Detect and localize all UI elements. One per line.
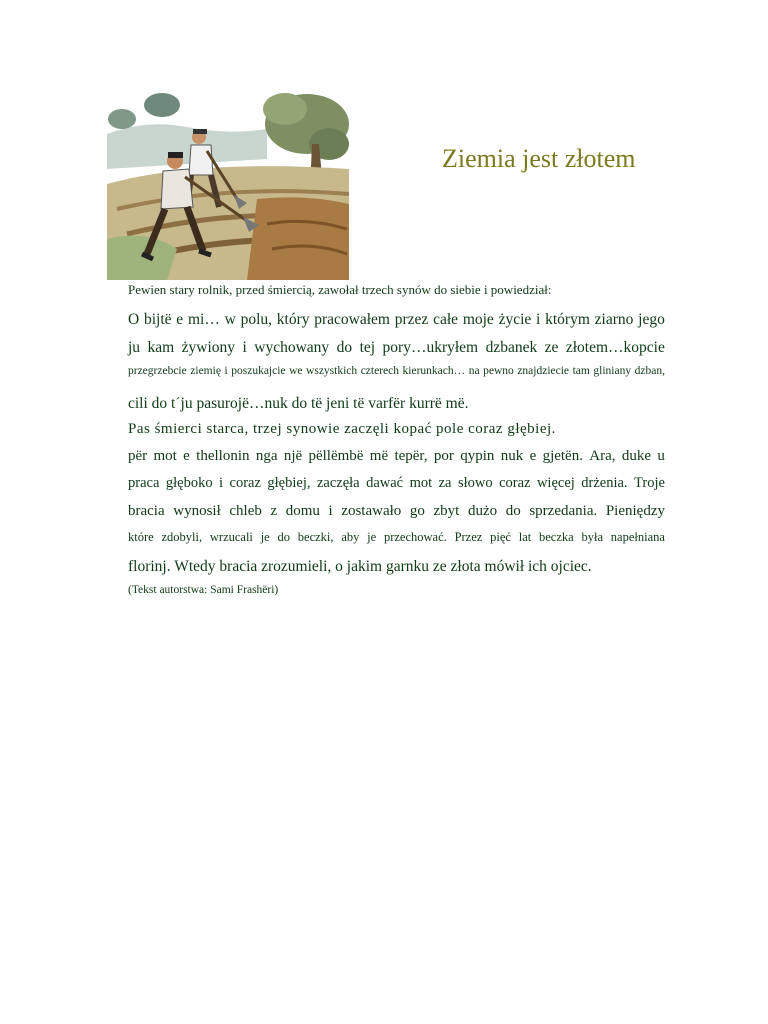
word: ziarno — [594, 311, 634, 328]
word: dawać — [366, 475, 404, 491]
word: więcej — [536, 475, 575, 491]
word: ziemię — [190, 365, 221, 377]
page-title: Ziemia jest złotem — [442, 144, 636, 173]
word: por — [433, 448, 454, 464]
word: w — [224, 311, 236, 328]
word: mot — [409, 475, 433, 491]
word: bijtë — [143, 311, 172, 328]
word: aby — [341, 530, 360, 544]
word: O — [128, 311, 140, 328]
word: wrzucali — [209, 530, 253, 544]
word: Troje — [634, 475, 665, 491]
word: z — [270, 503, 278, 519]
word: qypin — [460, 448, 495, 464]
word: pięć — [490, 530, 511, 544]
word: we — [289, 365, 303, 377]
word: nga — [255, 448, 278, 464]
word: më — [369, 448, 389, 464]
word: kam — [147, 339, 175, 356]
word: drżenia. — [581, 475, 628, 491]
word: była — [581, 530, 604, 544]
word: napełniana — [610, 530, 665, 544]
word: i — [242, 339, 247, 356]
word: go — [409, 503, 425, 519]
word: zostawało — [341, 503, 402, 519]
word: gjetën. — [542, 448, 583, 464]
word: chleb — [229, 503, 262, 519]
word: sprzedania. — [529, 503, 598, 519]
word: pëllëmbë — [308, 448, 364, 464]
word: polu, — [240, 311, 272, 328]
word: e — [183, 448, 190, 464]
word: głębiej, — [267, 475, 311, 491]
word: domu — [285, 503, 320, 519]
story-line-1: Pewien stary rolnik, przed śmiercią, zawołał trzech synów do siebie i powiedział: — [128, 282, 552, 297]
word: zdobyli, — [161, 530, 203, 544]
word: gliniany — [593, 365, 632, 377]
word: wynosił — [173, 503, 221, 519]
story-line-12: (Tekst autorstwa: Sami Frashëri) — [128, 584, 279, 596]
word: e — [529, 448, 537, 464]
word: pory…ukryłem — [382, 339, 479, 356]
word: wszystkich — [306, 365, 358, 377]
word: i — [328, 503, 333, 519]
word: ze — [544, 339, 559, 356]
word: do — [336, 339, 353, 356]
word: për — [128, 448, 148, 464]
word: je — [367, 530, 377, 544]
word: je — [260, 530, 270, 544]
word: czterech — [360, 365, 399, 377]
word: dzbanek — [485, 339, 538, 356]
word: coraz — [499, 475, 531, 491]
word: życie — [498, 311, 532, 328]
word: Ara, — [589, 448, 616, 464]
word: bracia — [128, 503, 165, 519]
word: mi… — [187, 311, 220, 328]
story-line-8 — [128, 476, 665, 491]
word: zaczęła — [316, 475, 360, 491]
story-line-5: cili do t´ju pasurojë…nuk do të jeni të varfër kurrë më. — [128, 395, 469, 412]
word: głęboko — [165, 475, 213, 491]
story-line-7 — [128, 449, 665, 464]
word: e — [176, 311, 184, 328]
word: przez — [394, 311, 429, 328]
farmers-digging-illustration — [107, 89, 349, 280]
word: i — [219, 475, 224, 491]
word: nuk — [500, 448, 524, 464]
word: które — [128, 530, 154, 544]
word: tam — [572, 365, 590, 377]
story-line-11: florinj. Wtedy bracia zrozumieli, o jakim garnku ze złota mówił ich ojciec. — [128, 558, 592, 575]
word: zbyt — [433, 503, 460, 519]
word: beczka — [539, 530, 574, 544]
word: lat — [518, 530, 532, 544]
word: znajdziecie — [517, 365, 570, 377]
story-line-9 — [128, 504, 665, 519]
word: dzban, — [634, 365, 665, 377]
word: kierunkach… — [402, 365, 466, 377]
word: pewno — [483, 365, 514, 377]
word: na — [468, 365, 480, 377]
story-line-4 — [128, 366, 665, 378]
word: przegrzebcie — [128, 365, 187, 377]
word: tej — [359, 339, 376, 356]
word: Pieniędzy — [605, 503, 665, 519]
word: do — [277, 530, 290, 544]
word: słowo — [457, 475, 493, 491]
word: moje — [462, 311, 494, 328]
word: do — [505, 503, 521, 519]
word: praca — [128, 475, 160, 491]
word: tepër, — [394, 448, 428, 464]
word: który — [276, 311, 310, 328]
word: całe — [433, 311, 459, 328]
word: duke — [621, 448, 652, 464]
story-line-3 — [128, 340, 665, 356]
word: një — [283, 448, 303, 464]
word: mot — [153, 448, 177, 464]
word: thellonin — [196, 448, 250, 464]
word: pracowałem — [314, 311, 390, 328]
word: poszukajcie — [231, 365, 286, 377]
word: żywiony — [181, 339, 236, 356]
word: ju — [128, 339, 141, 356]
word: wychowany — [254, 339, 330, 356]
story-line-10 — [128, 531, 665, 544]
word: i — [536, 311, 541, 328]
word: dużo — [467, 503, 498, 519]
word: złotem…kopcie — [565, 339, 665, 356]
word: przechować. — [383, 530, 447, 544]
word: jego — [638, 311, 665, 328]
word: beczki, — [297, 530, 334, 544]
story-line-2 — [128, 312, 665, 328]
word: którym — [545, 311, 590, 328]
word: i — [224, 365, 228, 377]
word: Przez — [454, 530, 483, 544]
word: coraz — [229, 475, 261, 491]
word: za — [438, 475, 452, 491]
story-line-6: Pas śmierci starca, trzej synowie zaczęli kopać pole coraz głębiej. — [128, 421, 556, 437]
word: u — [657, 448, 665, 464]
